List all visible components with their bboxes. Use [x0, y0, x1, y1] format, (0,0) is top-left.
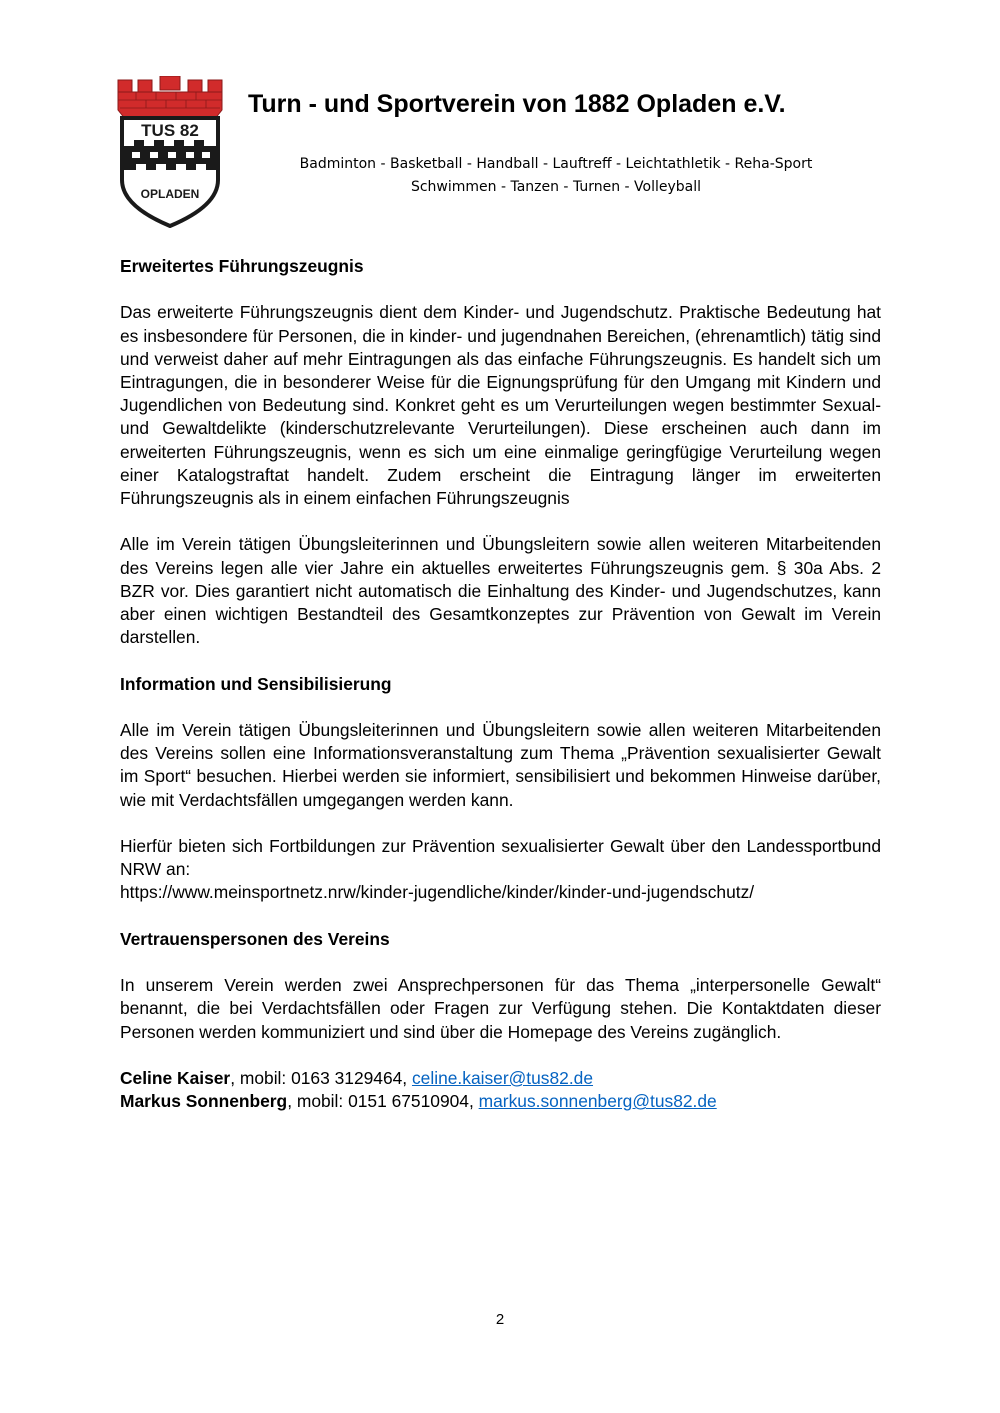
paragraph-fuehrungszeugnis-1: Das erweiterte Führungszeugnis dient dem Kinder- und Jugendschutz. Praktische Bedeutung hat es insbesondere für Personen, die in kinder- und jugendnahen Bereichen, (ehrenamtlich) tätig sind und verweist daher auf mehr Eintragungen als das einfache Führungszeugnis. Es handelt sich um Eintragungen, die in besonderer Weise für die Eignungsprüfung für den Umgang mit Kindern und Jugendlichen von Bedeutung sind. Konkret geht es um Verurteilungen wegen bestimmter Sexual- und Gewaltdelikte (kinderschutzrelevante Verurteilungen). Diese erscheinen auch dann im erweiterten Führungszeugnis, wenn es sich um eine einmalige geringfügige Verurteilung wegen einer Katalogstraftat handelt. Zudem erscheint die Eintragung länger im erweiterten Führungszeugnis als in einem einfachen Führungszeugnis — [120, 302, 881, 509]
lsb-url[interactable]: https://www.meinsportnetz.nrw/kinder-jugendliche/kinder/kinder-und-jugendschutz/ — [120, 882, 755, 903]
heading-vertrauenspersonen: Vertrauenspersonen des Vereins — [120, 928, 390, 949]
logo-text-bottom: OPLADEN — [140, 187, 200, 201]
contact-phone: , mobil: 0151 67510904, — [287, 1091, 479, 1112]
organization-sports — [250, 153, 862, 199]
tus82-crest-icon — [116, 76, 224, 228]
paragraph-information-2: Hierfür bieten sich Fortbildungen zur Prävention sexualisierter Gewalt über den Landessportbund NRW an: — [120, 836, 881, 880]
contact-line — [120, 1067, 881, 1090]
document-body — [120, 255, 881, 1113]
sports-line-2: Schwimmen - Tanzen - Turnen - Volleyball — [410, 179, 702, 195]
contact-line — [120, 1090, 881, 1113]
contact-email-link[interactable]: celine.kaiser@tus82.de — [411, 1067, 594, 1088]
contact-name: Markus Sonnenberg — [120, 1091, 288, 1112]
contact-name: Celine Kaiser — [120, 1067, 231, 1088]
logo-text-top: TUS 82 — [141, 121, 199, 140]
sports-line-1: Badminton - Basketball - Handball - Lauftreff - Leichtathletik - Reha-Sport — [299, 156, 813, 172]
heading-information: Information und Sensibilisierung — [120, 673, 392, 694]
contact-email-link[interactable]: markus.sonnenberg@tus82.de — [478, 1091, 717, 1112]
heading-fuehrungszeugnis: Erweitertes Führungszeugnis — [120, 256, 364, 276]
contact-phone: , mobil: 0163 3129464, — [230, 1067, 412, 1088]
page-number: 2 — [495, 1311, 505, 1328]
paragraph-vertrauen-1: In unserem Verein werden zwei Ansprechpersonen für das Thema „interpersonelle Gewalt“ benannt, die bei Verdachtsfällen oder Fragen zur Verfügung stehen. Die Kontaktdaten dieser Personen werden kommuniziert und sind über die Homepage des Vereins zugänglich. — [120, 975, 881, 1042]
organization-title: Turn - und Sportverein von 1882 Opladen e.V. — [248, 90, 786, 118]
paragraph-information-1: Alle im Verein tätigen Übungsleiterinnen und Übungsleitern sowie allen weiteren Mitarbeitenden des Vereins sollen eine Informationsveranstaltung zum Thema „Prävention sexualisierter Gewalt im Sport“ besuchen. Hierbei werden sie informiert, sensibilisiert und bekommen Hinweise darüber, wie mit Verdachtsfällen umgegangen werden kann. — [120, 720, 881, 810]
paragraph-fuehrungszeugnis-2: Alle im Verein tätigen Übungsleiterinnen und Übungsleitern sowie allen weiteren Mitarbeitenden des Vereins legen alle vier Jahre ein aktuelles erweitertes Führungszeugnis gem. § 30a Abs. 2 BZR vor. Dies garantiert nicht automatisch die Einhaltung des Kinder- und Jugendschutzes, kann aber einen wichtigen Bestandteil des Gesamtkonzeptes zur Prävention von Gewalt im Verein darstellen. — [120, 534, 881, 648]
